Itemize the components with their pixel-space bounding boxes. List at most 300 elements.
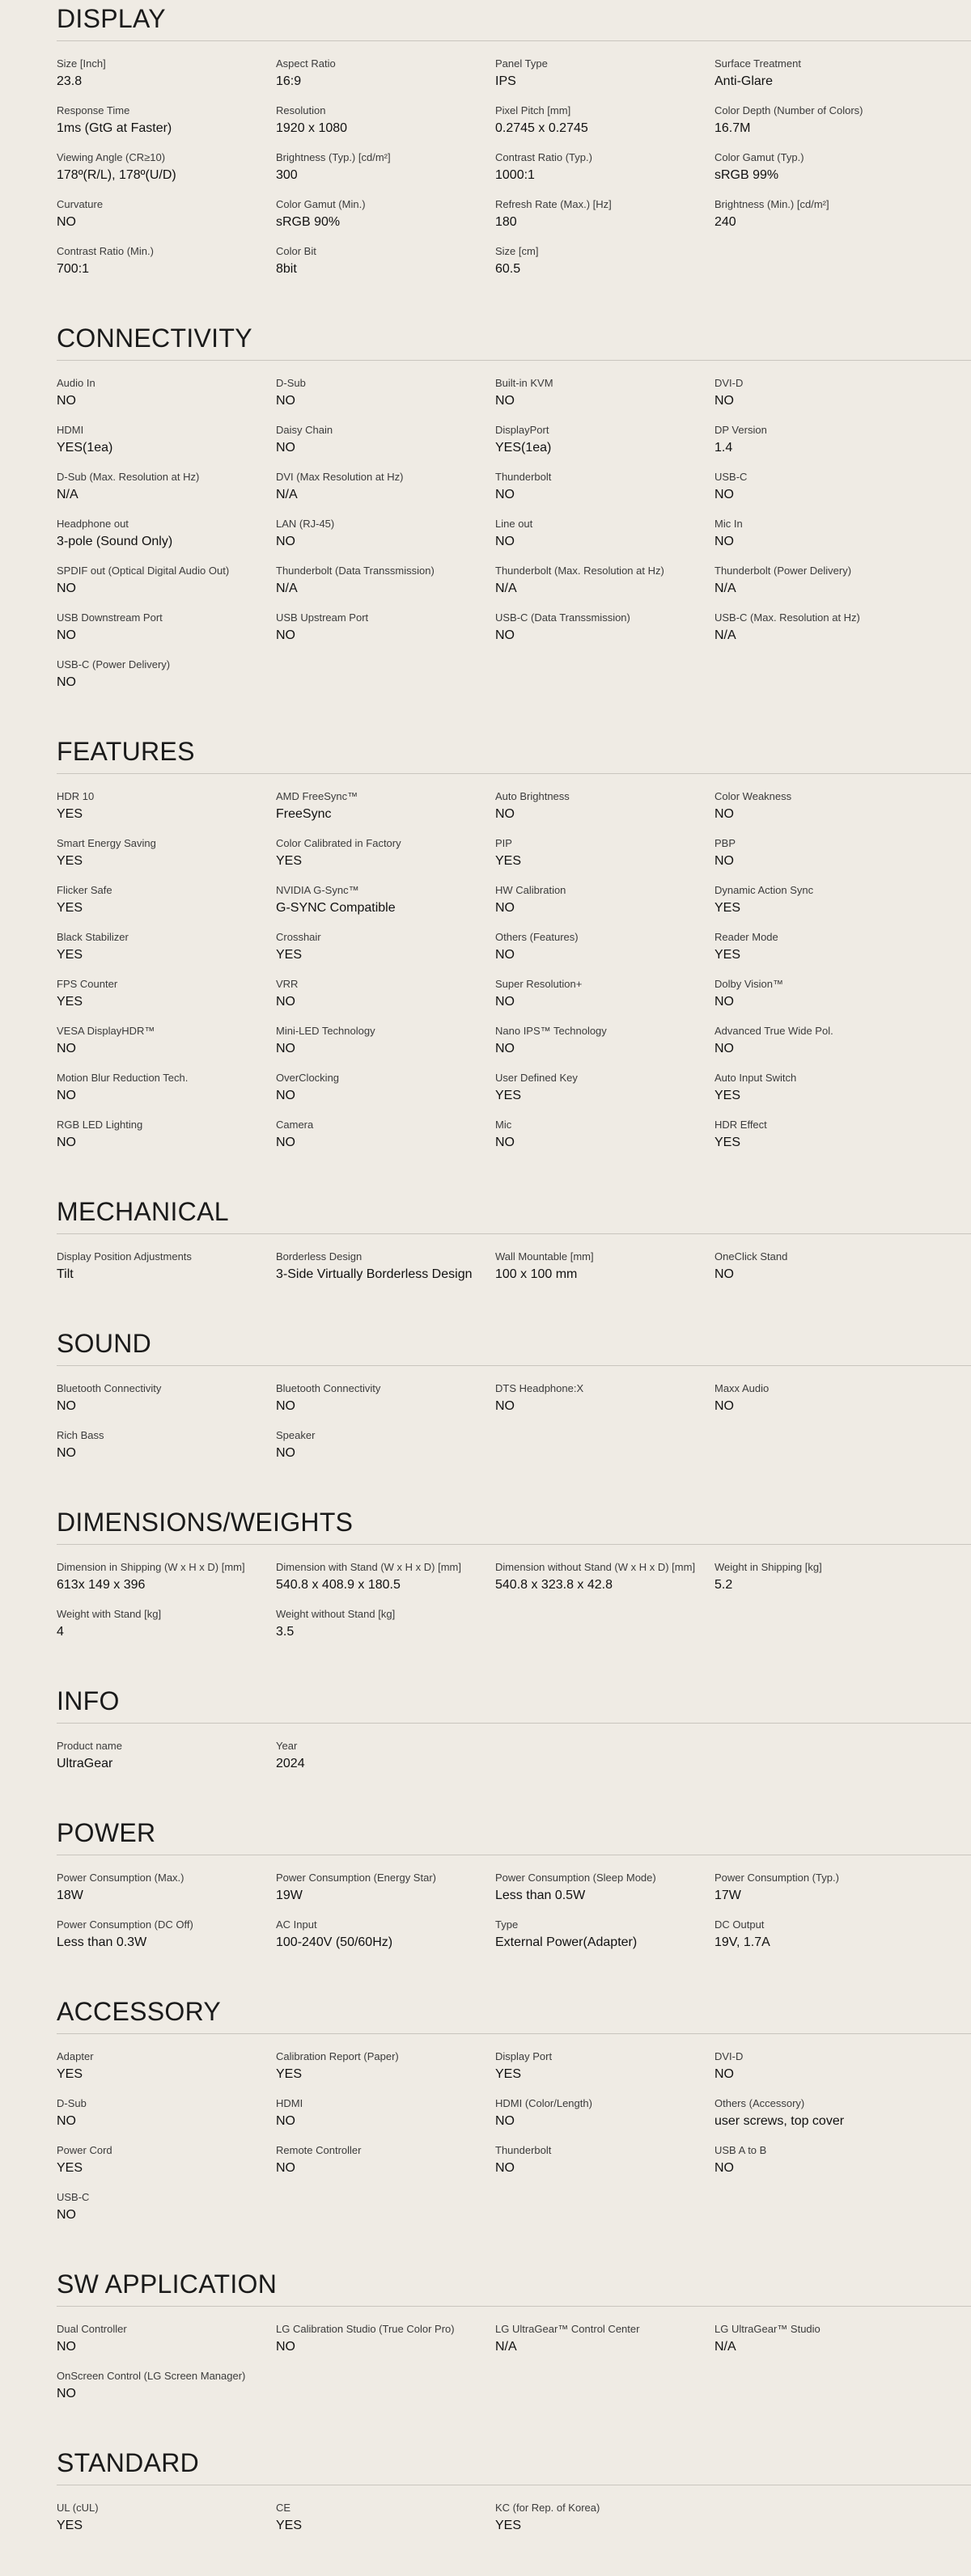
spec-section-sw-application	[57, 2265, 971, 2444]
spec-value: 16:9	[276, 74, 302, 88]
spec-item	[57, 103, 276, 146]
spec-label: Thunderbolt (Max. Resolution at Hz)	[495, 565, 664, 577]
spec-item	[495, 835, 714, 879]
spec-value: 240	[714, 215, 736, 229]
spec-item	[57, 789, 276, 832]
spec-label: Crosshair	[276, 931, 321, 943]
spec-item	[57, 2189, 276, 2233]
spec-label: CE	[276, 2502, 291, 2514]
spec-grid	[57, 2485, 971, 2576]
spec-value: YES	[57, 2161, 83, 2175]
spec-value: NO	[714, 807, 734, 821]
spec-item	[276, 150, 495, 193]
spec-label: Size [cm]	[495, 245, 539, 257]
spec-item	[57, 1917, 276, 1961]
spec-item	[57, 243, 276, 287]
spec-item	[57, 1738, 276, 1782]
section-title: ACCESSORY	[57, 1997, 222, 2026]
spec-value: NO	[57, 1042, 76, 1055]
spec-section-info	[57, 1682, 971, 1814]
spec-grid	[57, 2307, 971, 2444]
spec-item	[495, 2049, 714, 2092]
spec-value: 1.4	[714, 441, 733, 455]
spec-value: 1ms (GtG at Faster)	[57, 121, 172, 135]
spec-label: Motion Blur Reduction Tech.	[57, 1072, 189, 1084]
spec-value: 3-pole (Sound Only)	[57, 535, 173, 548]
spec-value: sRGB 99%	[714, 168, 779, 182]
spec-item	[276, 2049, 495, 2092]
spec-label: DC Output	[714, 1918, 765, 1931]
spec-value: YES	[276, 854, 303, 868]
spec-section-mechanical	[57, 1193, 971, 1325]
spec-item	[57, 976, 276, 1020]
spec-value: 540.8 x 408.9 x 180.5	[276, 1578, 401, 1592]
spec-item	[495, 563, 714, 607]
spec-value: NO	[276, 2161, 295, 2175]
spec-value: 8bit	[276, 262, 297, 276]
spec-value: NO	[276, 2114, 295, 2128]
spec-label: Product name	[57, 1740, 122, 1752]
spec-section-accessory	[57, 1993, 971, 2265]
spec-value: NO	[276, 1042, 295, 1055]
spec-value: NO	[495, 394, 515, 408]
spec-label: Smart Energy Saving	[57, 837, 156, 849]
spec-label: LG Calibration Studio (True Color Pro)	[276, 2323, 455, 2335]
spec-value: NO	[714, 1267, 734, 1281]
spec-label: Built-in KVM	[495, 377, 553, 389]
spec-label: Speaker	[276, 1429, 316, 1441]
spec-label: Flicker Safe	[57, 884, 112, 896]
spec-item	[57, 657, 276, 700]
spec-label: OnScreen Control (LG Screen Manager)	[57, 2370, 246, 2382]
spec-value: N/A	[57, 488, 78, 501]
spec-value: NO	[495, 901, 515, 915]
spec-item	[57, 2142, 276, 2186]
spec-label: Resolution	[276, 104, 326, 116]
spec-value: NO	[57, 1136, 76, 1149]
spec-label: Auto Brightness	[495, 790, 570, 802]
spec-item	[57, 1070, 276, 1114]
spec-value: NO	[57, 215, 76, 229]
spec-label: DP Version	[714, 424, 767, 436]
spec-value: user screws, top cover	[714, 2114, 845, 2128]
spec-label: Size [Inch]	[57, 57, 106, 70]
spec-grid	[57, 1724, 971, 1814]
spec-value: 180	[495, 215, 517, 229]
spec-section-connectivity	[57, 319, 971, 733]
spec-grid	[57, 1366, 971, 1504]
spec-label: Bluetooth Connectivity	[57, 1382, 162, 1394]
spec-item	[276, 56, 495, 99]
spec-item	[714, 150, 934, 193]
spec-item	[276, 243, 495, 287]
spec-item	[57, 469, 276, 513]
spec-item	[714, 516, 934, 560]
spec-label: Response Time	[57, 104, 130, 116]
spec-value: YES	[714, 948, 741, 962]
spec-item	[495, 1559, 714, 1603]
spec-label: OverClocking	[276, 1072, 340, 1084]
spec-value: YES	[57, 2067, 83, 2081]
spec-value: YES	[276, 2067, 303, 2081]
spec-item	[714, 1381, 934, 1424]
spec-value: 3-Side Virtually Borderless Design	[276, 1267, 473, 1281]
spec-value: NO	[57, 675, 76, 689]
spec-item	[495, 469, 714, 513]
spec-item	[276, 1606, 495, 1650]
spec-label: USB Downstream Port	[57, 611, 163, 624]
spec-item	[714, 2142, 934, 2186]
spec-value: N/A	[495, 582, 517, 595]
spec-item	[276, 882, 495, 926]
spec-label: PBP	[714, 837, 736, 849]
spec-value: NO	[57, 1089, 76, 1102]
spec-label: USB-C	[714, 471, 748, 483]
spec-label: DVI-D	[714, 2050, 744, 2062]
spec-value: 18W	[57, 1889, 83, 1902]
section-title: STANDARD	[57, 2448, 200, 2477]
spec-value: NO	[57, 628, 76, 642]
spec-label: Type	[495, 1918, 519, 1931]
spec-value: NO	[495, 628, 515, 642]
spec-label: Mic	[495, 1119, 512, 1131]
spec-label: User Defined Key	[495, 1072, 578, 1084]
spec-item	[495, 2321, 714, 2365]
spec-section-dimensions-weights	[57, 1504, 971, 1682]
spec-value: sRGB 90%	[276, 215, 341, 229]
spec-value: YES	[714, 901, 741, 915]
spec-label: HDR 10	[57, 790, 95, 802]
spec-section-sound	[57, 1325, 971, 1504]
spec-item	[57, 2500, 276, 2544]
spec-label: Display Port	[495, 2050, 553, 2062]
spec-item	[276, 422, 495, 466]
spec-item	[276, 1023, 495, 1067]
spec-label: Color Weakness	[714, 790, 792, 802]
spec-value: YES(1ea)	[57, 441, 113, 455]
spec-item	[495, 1917, 714, 1961]
spec-section-power	[57, 1814, 971, 1993]
spec-value: NO	[495, 2114, 515, 2128]
spec-label: NVIDIA G-Sync™	[276, 884, 359, 896]
spec-item	[57, 1023, 276, 1067]
spec-label: Surface Treatment	[714, 57, 801, 70]
spec-item	[714, 422, 934, 466]
spec-label: Dolby Vision™	[714, 978, 784, 990]
spec-value: NO	[495, 807, 515, 821]
spec-value: YES	[57, 2519, 83, 2532]
spec-label: Dimension in Shipping (W x H x D) [mm]	[57, 1561, 245, 1573]
spec-item	[714, 835, 934, 879]
spec-item	[57, 1381, 276, 1424]
spec-value: NO	[57, 2387, 76, 2400]
spec-item	[495, 2500, 714, 2544]
spec-value: NO	[714, 535, 734, 548]
spec-item	[495, 375, 714, 419]
spec-label: HDMI (Color/Length)	[495, 2097, 592, 2109]
spec-item	[57, 1870, 276, 1914]
spec-value: 0.2745 x 0.2745	[495, 121, 588, 135]
spec-item	[495, 929, 714, 973]
spec-label: Contrast Ratio (Typ.)	[495, 151, 592, 163]
spec-item	[495, 243, 714, 287]
spec-section-features	[57, 733, 971, 1193]
spec-value: 4	[57, 1625, 64, 1639]
spec-item	[714, 1117, 934, 1161]
spec-label: KC (for Rep. of Korea)	[495, 2502, 600, 2514]
spec-value: YES	[495, 854, 522, 868]
spec-item	[714, 1249, 934, 1292]
spec-label: Power Cord	[57, 2144, 112, 2156]
spec-label: OneClick Stand	[714, 1250, 788, 1263]
spec-item	[57, 150, 276, 193]
spec-grid	[57, 1545, 971, 1682]
spec-item	[276, 1870, 495, 1914]
spec-value: YES	[495, 2519, 522, 2532]
spec-label: Year	[276, 1740, 298, 1752]
spec-label: SPDIF out (Optical Digital Audio Out)	[57, 565, 230, 577]
spec-value: NO	[495, 2161, 515, 2175]
spec-value: 700:1	[57, 262, 90, 276]
spec-label: Wall Mountable [mm]	[495, 1250, 594, 1263]
spec-item	[495, 2096, 714, 2139]
spec-label: USB Upstream Port	[276, 611, 369, 624]
spec-label: Weight in Shipping [kg]	[714, 1561, 822, 1573]
spec-item	[57, 610, 276, 654]
spec-value: NO	[495, 535, 515, 548]
spec-item	[714, 2049, 934, 2092]
spec-label: Others (Features)	[495, 931, 579, 943]
spec-item	[495, 789, 714, 832]
spec-item	[57, 375, 276, 419]
spec-item	[714, 103, 934, 146]
spec-label: LG UltraGear™ Studio	[714, 2323, 820, 2335]
spec-value: FreeSync	[276, 807, 332, 821]
spec-label: USB-C (Max. Resolution at Hz)	[714, 611, 860, 624]
spec-label: Power Consumption (DC Off)	[57, 1918, 193, 1931]
spec-value: NO	[276, 1089, 295, 1102]
spec-item	[276, 2142, 495, 2186]
spec-value: NO	[495, 1399, 515, 1413]
spec-grid	[57, 361, 971, 733]
spec-grid	[57, 774, 971, 1193]
spec-item	[276, 2321, 495, 2365]
spec-label: Rich Bass	[57, 1429, 104, 1441]
spec-item	[495, 150, 714, 193]
spec-label: Color Bit	[276, 245, 316, 257]
spec-value: 3.5	[276, 1625, 295, 1639]
spec-item	[276, 103, 495, 146]
spec-item	[495, 1381, 714, 1424]
spec-label: Dimension without Stand (W x H x D) [mm]	[495, 1561, 696, 1573]
spec-label: HDR Effect	[714, 1119, 767, 1131]
spec-item	[276, 1738, 495, 1782]
spec-label: PIP	[495, 837, 512, 849]
spec-item	[276, 835, 495, 879]
spec-item	[57, 516, 276, 560]
section-title: INFO	[57, 1686, 120, 1715]
spec-item	[714, 1870, 934, 1914]
spec-item	[495, 422, 714, 466]
spec-item	[57, 835, 276, 879]
spec-label: FPS Counter	[57, 978, 118, 990]
spec-label: Viewing Angle (CR≥10)	[57, 151, 166, 163]
spec-item	[57, 197, 276, 240]
spec-value: NO	[495, 948, 515, 962]
spec-item	[714, 610, 934, 654]
spec-label: USB-C (Data Transsmission)	[495, 611, 630, 624]
spec-item	[714, 789, 934, 832]
spec-item	[714, 197, 934, 240]
spec-value: YES	[276, 2519, 303, 2532]
spec-label: USB A to B	[714, 2144, 767, 2156]
spec-label: Thunderbolt	[495, 2144, 552, 2156]
spec-item	[57, 1606, 276, 1650]
spec-label: Color Depth (Number of Colors)	[714, 104, 863, 116]
spec-item	[57, 882, 276, 926]
spec-value: YES	[57, 854, 83, 868]
spec-value: YES	[495, 1089, 522, 1102]
spec-item	[57, 2049, 276, 2092]
spec-label: LAN (RJ-45)	[276, 518, 335, 530]
spec-value: G-SYNC Compatible	[276, 901, 396, 915]
section-title: DISPLAY	[57, 4, 166, 33]
spec-grid	[57, 1855, 971, 1993]
spec-value: NO	[57, 582, 76, 595]
spec-item	[495, 1117, 714, 1161]
section-title: FEATURES	[57, 737, 195, 766]
spec-label: DVI (Max Resolution at Hz)	[276, 471, 404, 483]
spec-item	[57, 1249, 276, 1292]
spec-item	[714, 469, 934, 513]
spec-label: UL (cUL)	[57, 2502, 99, 2514]
spec-label: Color Gamut (Typ.)	[714, 151, 804, 163]
spec-value: 19V, 1.7A	[714, 1935, 770, 1949]
spec-value: NO	[495, 1136, 515, 1149]
spec-label: USB-C (Power Delivery)	[57, 658, 171, 670]
spec-label: Dimension with Stand (W x H x D) [mm]	[276, 1561, 461, 1573]
spec-label: Power Consumption (Typ.)	[714, 1872, 839, 1884]
spec-label: Nano IPS™ Technology	[495, 1025, 607, 1037]
spec-label: LG UltraGear™ Control Center	[495, 2323, 640, 2335]
spec-value: N/A	[714, 582, 736, 595]
spec-item	[276, 789, 495, 832]
spec-label: HDMI	[57, 424, 84, 436]
spec-value: YES	[714, 1136, 741, 1149]
spec-label: Camera	[276, 1119, 314, 1131]
spec-value: YES	[57, 995, 83, 1009]
spec-label: Pixel Pitch [mm]	[495, 104, 571, 116]
spec-label: AC Input	[276, 1918, 317, 1931]
spec-label: Advanced True Wide Pol.	[714, 1025, 833, 1037]
spec-label: Thunderbolt (Power Delivery)	[714, 565, 852, 577]
spec-label: RGB LED Lighting	[57, 1119, 143, 1131]
spec-item	[714, 882, 934, 926]
spec-label: VESA DisplayHDR™	[57, 1025, 155, 1037]
spec-grid	[57, 41, 971, 319]
spec-value: NO	[495, 995, 515, 1009]
spec-value: N/A	[276, 488, 298, 501]
spec-label: Display Position Adjustments	[57, 1250, 192, 1263]
spec-item	[276, 1917, 495, 1961]
spec-item	[714, 976, 934, 1020]
spec-value: NO	[276, 441, 295, 455]
spec-item	[57, 929, 276, 973]
spec-item	[495, 197, 714, 240]
spec-item	[276, 610, 495, 654]
spec-item	[495, 882, 714, 926]
spec-item	[57, 1559, 276, 1603]
section-title: MECHANICAL	[57, 1197, 229, 1226]
spec-label: Maxx Audio	[714, 1382, 770, 1394]
spec-value: NO	[57, 2114, 76, 2128]
spec-label: Color Gamut (Min.)	[276, 198, 366, 210]
spec-label: Contrast Ratio (Min.)	[57, 245, 154, 257]
spec-value: NO	[57, 2208, 76, 2222]
spec-item	[495, 1070, 714, 1114]
spec-item	[57, 422, 276, 466]
spec-label: Daisy Chain	[276, 424, 333, 436]
spec-label: AMD FreeSync™	[276, 790, 358, 802]
spec-item	[495, 2142, 714, 2186]
spec-value: N/A	[495, 2340, 517, 2354]
spec-value: 60.5	[495, 262, 521, 276]
spec-value: 613x 149 x 396	[57, 1578, 146, 1592]
spec-label: Reader Mode	[714, 931, 778, 943]
spec-value: YES	[57, 948, 83, 962]
spec-label: DVI-D	[714, 377, 744, 389]
spec-value: NO	[495, 1042, 515, 1055]
spec-value: YES(1ea)	[495, 441, 552, 455]
spec-item	[714, 375, 934, 419]
spec-item	[714, 56, 934, 99]
spec-value: Less than 0.5W	[495, 1889, 586, 1902]
spec-label: Color Calibrated in Factory	[276, 837, 401, 849]
spec-item	[57, 1428, 276, 1471]
spec-value: NO	[57, 1399, 76, 1413]
spec-value: NO	[276, 535, 295, 548]
spec-label: Adapter	[57, 2050, 94, 2062]
spec-item	[57, 563, 276, 607]
spec-label: Audio In	[57, 377, 95, 389]
spec-label: Weight with Stand [kg]	[57, 1608, 162, 1620]
spec-label: Thunderbolt	[495, 471, 552, 483]
spec-value: YES	[714, 1089, 741, 1102]
spec-value: 178º(R/L), 178º(U/D)	[57, 168, 176, 182]
spec-label: Brightness (Min.) [cd/m²]	[714, 198, 829, 210]
spec-label: Brightness (Typ.) [cd/m²]	[276, 151, 391, 163]
spec-item	[276, 1381, 495, 1424]
spec-label: VRR	[276, 978, 299, 990]
spec-value: NO	[276, 995, 295, 1009]
spec-value: 540.8 x 323.8 x 42.8	[495, 1578, 613, 1592]
spec-item	[276, 516, 495, 560]
spec-item	[57, 2096, 276, 2139]
spec-label: Refresh Rate (Max.) [Hz]	[495, 198, 612, 210]
spec-item	[276, 1428, 495, 1471]
spec-item	[276, 469, 495, 513]
spec-item	[495, 516, 714, 560]
spec-item	[495, 1249, 714, 1292]
spec-item	[276, 2096, 495, 2139]
spec-label: DisplayPort	[495, 424, 549, 436]
spec-value: 17W	[714, 1889, 741, 1902]
spec-label: Auto Input Switch	[714, 1072, 797, 1084]
spec-value: 100-240V (50/60Hz)	[276, 1935, 393, 1949]
section-title: SW APPLICATION	[57, 2269, 278, 2299]
spec-value: NO	[276, 394, 295, 408]
spec-value: Less than 0.3W	[57, 1935, 147, 1949]
